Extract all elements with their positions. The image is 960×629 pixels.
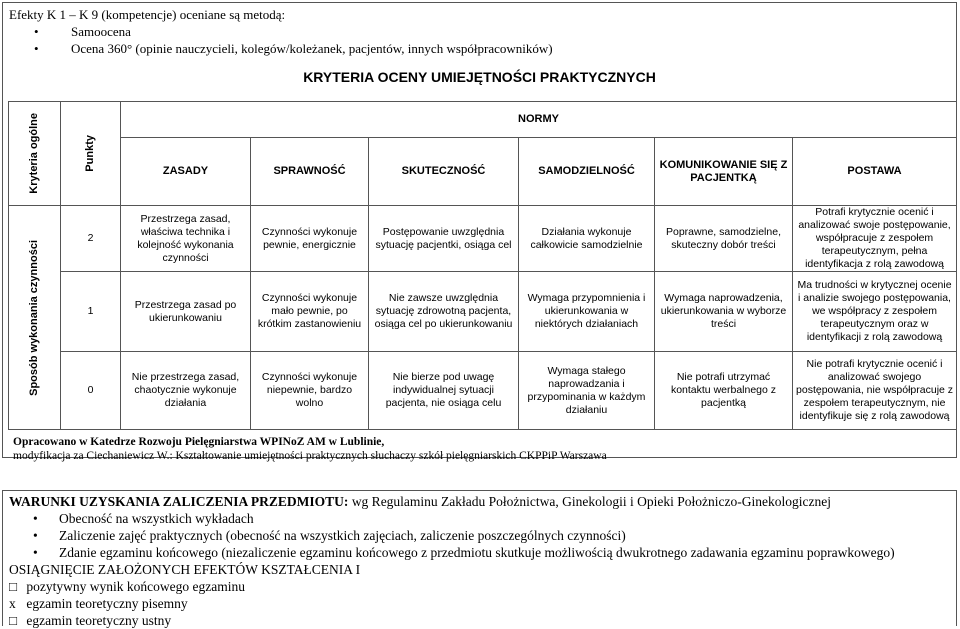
table-cell: Czynności wykonuje mało pewnie, po krótkim zastanowieniu <box>251 272 369 352</box>
column-header: KOMUNIKOWANIE SIĘ Z PACJENTKĄ <box>655 138 793 206</box>
points-header: Punkty <box>61 102 121 206</box>
table-cell: Nie przestrzega zasad, chaotycznie wykonuje działania <box>121 352 251 430</box>
table-cell: Nie potrafi utrzymać kontaktu werbalnego z pacjentką <box>655 352 793 430</box>
course-conditions <box>2 490 957 626</box>
source-line-1: Opracowano w Katedrze Rozwoju Pielęgniarstwa WPINoZ AM w Lublinie, <box>13 436 385 448</box>
method-item: • Samoocena <box>9 23 553 40</box>
assessment-methods <box>9 6 553 57</box>
methods-list <box>9 23 553 57</box>
checkbox-icon: □ <box>9 613 18 628</box>
source-line-2: modyfikacja za Ciechaniewicz W.: Kształtowanie umiejętności praktycznych słuchaczy szkół pielęgniarskich CKPPiP Warszawa <box>13 450 607 462</box>
page-title: KRYTERIA OCENY UMIEJĘTNOŚCI PRAKTYCZNYCH <box>303 69 656 85</box>
checkbox-icon: □ <box>9 579 18 594</box>
criteria-frame <box>2 2 957 462</box>
intro-line: Efekty K 1 – K 9 (kompetencje) oceniane są metodą: <box>9 7 286 22</box>
points-cell: 2 <box>61 206 121 272</box>
criteria-table <box>8 101 957 430</box>
table-cell: Nie potrafi krytycznie ocenić i analizować swojego postępowania, nie współpracuje z zespołem terapeutycznym, nie identyfikuje się z rolą zawodową <box>793 352 957 430</box>
norms-header: NORMY <box>121 102 957 138</box>
conditions-heading: WARUNKI UZYSKANIA ZALICZENIA PRZEDMIOTU: wg Regulaminu Zakładu Położnictwa, Ginekologii i Opieki Położniczo-Ginekologicznej <box>9 494 831 509</box>
table-cell: Wymaga naprowadzenia, ukierunkowania w wyborze treści <box>655 272 793 352</box>
table-cell: Przestrzega zasad po ukierunkowaniu <box>121 272 251 352</box>
method-item: • Ocena 360° (opinie nauczycieli, kolegów/koleżanek, pacjentów, innych współpracowników) <box>9 40 553 57</box>
table-cell: Czynności wykonuje pewnie, energicznie <box>251 206 369 272</box>
table-cell: Wymaga stałego naprowadzania i przypominania w każdym działaniu <box>519 352 655 430</box>
column-header: ZASADY <box>121 138 251 206</box>
points-cell: 0 <box>61 352 121 430</box>
points-cell: 1 <box>61 272 121 352</box>
column-header: SKUTECZNOŚĆ <box>369 138 519 206</box>
check-mark-icon: x <box>9 596 16 611</box>
table-cell: Potrafi krytycznie ocenić i analizować swoje postępowanie, współpracuje z zespołem terapeutycznym, pełna identyfikacja z rolą zawodową <box>793 206 957 272</box>
table-cell: Działania wykonuje całkowicie samodzielnie <box>519 206 655 272</box>
conditions-list <box>9 510 950 561</box>
table-cell: Wymaga przypomnienia i ukierunkowania w niektórych działaniach <box>519 272 655 352</box>
column-header: POSTAWA <box>793 138 957 206</box>
table-cell: Poprawne, samodzielne, skuteczny dobór treści <box>655 206 793 272</box>
table-cell: Nie bierze pod uwagę indywidualnej sytuacji pacjenta, nie osiąga celu <box>369 352 519 430</box>
table-cell: Przestrzega zasad, właściwa technika i kolejność wykonania czynności <box>121 206 251 272</box>
condition-item: • Zaliczenie zajęć praktycznych (obecność na wszystkich zajęciach, zaliczenie poszczególnych czynności) <box>9 527 950 544</box>
verification-item: □ egzamin teoretyczny ustny <box>9 613 172 628</box>
table-row <box>9 352 957 430</box>
table-cell: Czynności wykonuje niepewnie, bardzo wolno <box>251 352 369 430</box>
condition-item: • Obecność na wszystkich wykładach <box>9 510 950 527</box>
table-cell: Postępowanie uwzględnia sytuację pacjentki, osiąga cel <box>369 206 519 272</box>
general-criteria-header: Kryteria ogólne <box>9 102 61 206</box>
method-label: Sposób wykonania czynności <box>9 206 61 430</box>
source-note <box>13 435 607 463</box>
column-header: SPRAWNOŚĆ <box>251 138 369 206</box>
table-cell: Nie zawsze uwzględnia sytuację zdrowotną pacjenta, osiąga cel po ukierunkowaniu <box>369 272 519 352</box>
verification-heading: OSIĄGNIĘCIE ZAŁOŻONYCH EFEKTÓW KSZTAŁCENIA I <box>9 562 361 577</box>
table-cell: Ma trudności w krytycznej ocenie i analizie swojego postępowania, we współpracy z zespołem terapeutycznym oraz w identyfikacji z rolą zawodową <box>793 272 957 352</box>
verification-item: x egzamin teoretyczny pisemny <box>9 596 188 611</box>
table-row <box>9 272 957 352</box>
column-header: SAMODZIELNOŚĆ <box>519 138 655 206</box>
verification-item: □ pozytywny wynik końcowego egzaminu <box>9 579 245 594</box>
condition-item: • Zdanie egzaminu końcowego (niezaliczenie egzaminu końcowego z przedmiotu skutkuje możliwością dwukrotnego zadawania egzaminu poprawkowego) <box>9 544 950 561</box>
table-row <box>9 206 957 272</box>
